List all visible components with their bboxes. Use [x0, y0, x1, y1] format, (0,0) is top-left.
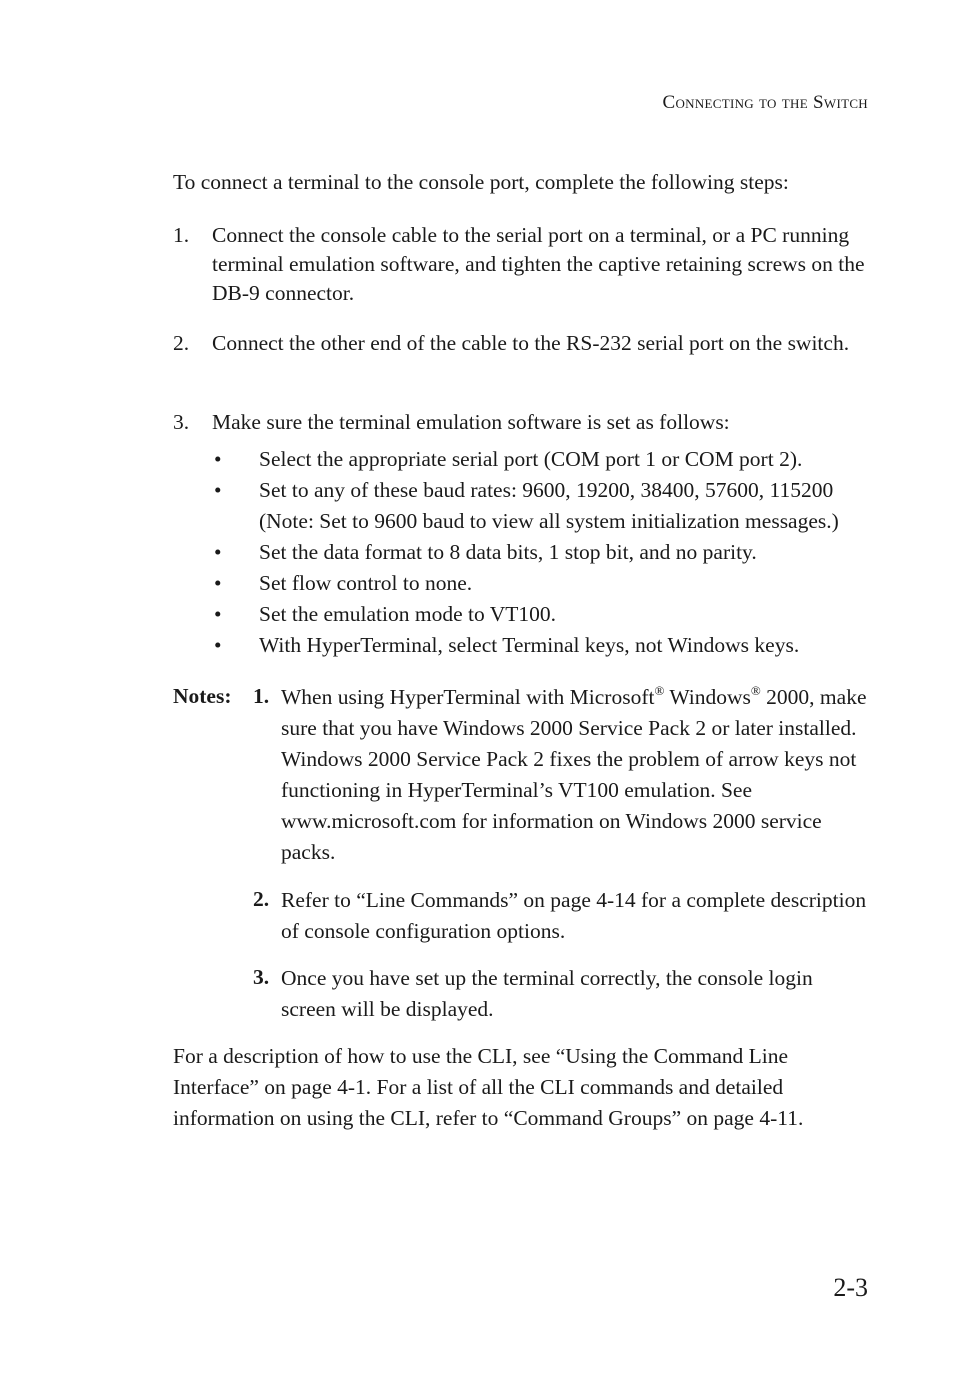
- list-item-text: Select the appropriate serial port (COM port 1 or COM port 2).: [259, 447, 803, 471]
- step-3: [173, 408, 873, 437]
- page-number: 2-3: [833, 1273, 868, 1302]
- list-item-text: Set to any of these baud rates: 9600, 19200, 38400, 57600, 115200: [259, 478, 834, 502]
- intro-paragraph: To connect a terminal to the console port, complete the following steps:: [173, 170, 789, 194]
- note-text-part: When using HyperTerminal with Microsoft: [281, 685, 655, 709]
- bullet-icon: •: [214, 478, 222, 502]
- step-2: [173, 329, 873, 358]
- step-1: [173, 221, 873, 308]
- list-item: [214, 599, 874, 630]
- running-head-s: S: [813, 92, 824, 113]
- note-1: [253, 682, 868, 868]
- note-number: 2.: [253, 887, 270, 911]
- list-item-text: With HyperTerminal, select Terminal keys, not Windows keys.: [259, 633, 800, 657]
- list-item-text: Set the data format to 8 data bits, 1 stop bit, and no parity.: [259, 540, 757, 564]
- note-text-part: Windows: [664, 685, 751, 709]
- bullet-icon: •: [214, 540, 222, 564]
- list-item: [214, 444, 874, 475]
- note-number: 3.: [253, 965, 270, 989]
- step-text: Connect the console cable to the serial port on a terminal, or a PC running terminal emulation software, and tighten the captive retaining screws on the DB-9 connector.: [212, 223, 865, 305]
- step-number: 1.: [173, 223, 190, 247]
- running-head-part2: witch: [823, 92, 868, 113]
- step-number: 3.: [173, 410, 190, 434]
- step-text: Make sure the terminal emulation software is set as follows:: [212, 410, 730, 434]
- note-2: [253, 885, 868, 947]
- note-text: Once you have set up the terminal correctly, the console login screen will be displayed.: [281, 966, 813, 1021]
- list-item: [214, 475, 874, 537]
- step-number: 2.: [173, 331, 190, 355]
- running-head-part1: onnecting to the: [675, 92, 814, 113]
- list-item-text: Set flow control to none.: [259, 571, 473, 595]
- note-text: [281, 682, 868, 868]
- list-item-subnote: (Note: Set to 9600 baud to view all system initialization messages.): [259, 509, 839, 533]
- registered-mark: ®: [654, 683, 665, 698]
- note-text-part: 2000, make sure that you have Windows 2000 Service Pack 2 or later installed. Windows 2000 Service Pack 2 fixes the problem of arrow keys not functioning in HyperTerminal’s VT100 emulation. See www.microsoft.com for information on Windows 2000 service packs.: [281, 685, 867, 864]
- running-head-c: C: [662, 92, 676, 113]
- step-text: Connect the other end of the cable to the RS-232 serial port on the switch.: [212, 331, 850, 355]
- bullet-icon: •: [214, 633, 222, 657]
- closing-paragraph: For a description of how to use the CLI, see “Using the Command Line Interface” on page 4-1. For a list of all the CLI commands and detailed information on using the CLI, refer to “Command Groups” on page 4-11.: [173, 1044, 804, 1130]
- note-text: Refer to “Line Commands” on page 4-14 for a complete description of console configuration options.: [281, 888, 867, 943]
- note-number: 1.: [253, 684, 270, 708]
- registered-mark: ®: [750, 683, 761, 698]
- note-3: [253, 963, 868, 1025]
- bullet-icon: •: [214, 447, 222, 471]
- bullet-icon: •: [214, 571, 222, 595]
- list-item: [214, 568, 874, 599]
- terminal-settings-list: [214, 444, 874, 661]
- notes-label: Notes:: [173, 684, 232, 708]
- list-item: [214, 537, 874, 568]
- list-item-text: Set the emulation mode to VT100.: [259, 602, 556, 626]
- list-item: [214, 630, 874, 661]
- running-head: [662, 88, 868, 117]
- bullet-icon: •: [214, 602, 222, 626]
